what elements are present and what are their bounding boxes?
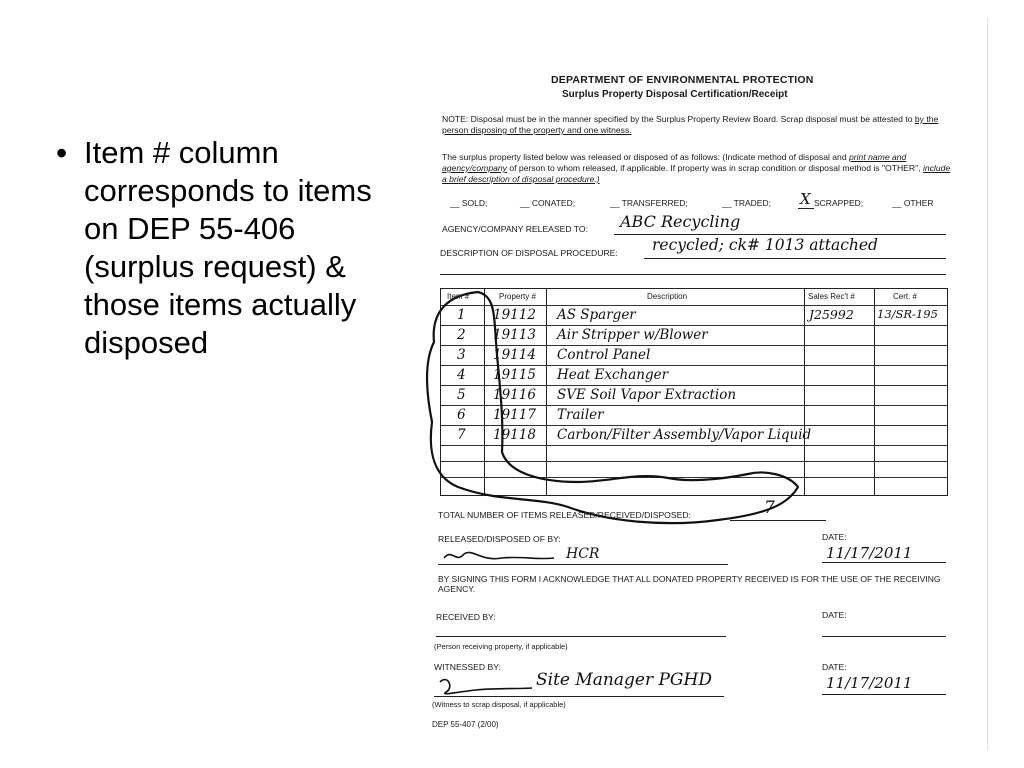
witness-note: (Witness to scrap disposal, if applicable) — [432, 700, 566, 709]
row-divider — [441, 365, 947, 366]
released-signature-initials: HCR — [566, 546, 600, 562]
scanned-form — [426, 62, 956, 742]
row-divider — [441, 305, 947, 306]
procedure-label: DESCRIPTION OF DISPOSAL PROCEDURE: — [440, 248, 618, 258]
row-divider — [441, 385, 947, 386]
method-traded: __ TRADED; — [722, 198, 771, 208]
scrapped-check-mark: X — [800, 190, 811, 208]
col-divider — [546, 289, 547, 495]
note-text: NOTE: Disposal must be in the manner specified by the Surplus Property Review Board. Scrap disposal must be attested to — [442, 114, 913, 124]
table-row-5-description: SVE Soil Vapor Extraction — [557, 387, 737, 403]
total-line — [730, 520, 826, 521]
row-divider — [441, 425, 947, 426]
row-divider — [441, 345, 947, 346]
row-divider — [441, 405, 947, 406]
witness-date-label: DATE: — [822, 662, 847, 672]
form-note — [442, 114, 952, 136]
table-row-3-property: 19114 — [493, 347, 536, 363]
received-note: (Person receiving property, if applicable) — [434, 642, 568, 651]
scrapped-blank-line — [798, 208, 814, 209]
table-row-4-property: 19115 — [493, 367, 536, 383]
form-number: DEP 55-407 (2/00) — [432, 720, 499, 729]
witnessed-label: WITNESSED BY: — [434, 662, 501, 672]
procedure-value: recycled; ck# 1013 attached — [652, 236, 878, 254]
table-row-5-property: 19116 — [493, 387, 536, 403]
released-date-line — [822, 562, 946, 563]
table-row-1-property: 19112 — [493, 307, 536, 323]
instructions-italic-1: print name and agency/company — [442, 152, 907, 173]
note-underlined: by the person disposing of the property and one witness. — [442, 114, 939, 135]
method-other: __ OTHER — [892, 198, 934, 208]
instructions-italic-2: include a brief description of disposal procedure.) — [442, 163, 951, 184]
table-row-1-sales: J25992 — [809, 307, 854, 322]
method-sold: __ SOLD; — [450, 198, 488, 208]
table-row-7-item: 7 — [457, 427, 466, 443]
table-row-1-item: 1 — [457, 307, 466, 323]
instructions-text-2: of person to whom released, if applicable. If property was in scrap condition or disposal method is "OTHER", — [509, 163, 921, 173]
table-row-3-item: 3 — [457, 347, 466, 363]
bullet-text: Item # column corresponds to items on DEP 55-406 (surplus request) & those items actually disposed — [84, 135, 372, 360]
row-divider — [441, 445, 947, 446]
form-instructions — [442, 152, 952, 185]
table-row-1-description: AS Sparger — [557, 307, 636, 323]
witness-signature-title: Site Manager PGHD — [536, 670, 712, 690]
header-description: Description — [647, 292, 688, 301]
table-row-6-item: 6 — [457, 407, 466, 423]
table-row-4-description: Heat Exchanger — [557, 367, 669, 383]
released-date-label: DATE: — [822, 532, 847, 542]
received-label: RECEIVED BY: — [436, 612, 496, 622]
witness-signature-squiggle — [436, 674, 536, 698]
header-cert: Cert. # — [893, 292, 918, 301]
header-sales-receipt: Sales Rec't # — [808, 292, 855, 301]
table-row-7-property: 19118 — [493, 427, 536, 443]
bullet-dot: • — [56, 135, 68, 171]
received-line — [436, 636, 726, 637]
acknowledgement-text: BY SIGNING THIS FORM I ACKNOWLEDGE THAT ALL DONATED PROPERTY RECEIVED IS FOR THE USE OF THE RECEIVING AGENCY. — [438, 574, 941, 594]
procedure-line — [644, 258, 946, 259]
received-date-label: DATE: — [822, 610, 847, 620]
slide-edge-line — [987, 18, 988, 750]
table-row-2-item: 2 — [457, 327, 466, 343]
received-date-line — [822, 636, 946, 637]
method-transferred: __ TRANSFERRED; — [610, 198, 688, 208]
table-row-6-property: 19117 — [493, 407, 536, 423]
witness-date-value: 11/17/2011 — [826, 674, 913, 692]
agency-label: AGENCY/COMPANY RELEASED TO: — [442, 224, 588, 234]
procedure-line-2 — [440, 274, 946, 275]
form-header-department: DEPARTMENT OF ENVIRONMENTAL PROTECTION — [551, 74, 814, 86]
released-date-value: 11/17/2011 — [826, 544, 913, 562]
col-divider — [874, 289, 875, 495]
table-row-5-item: 5 — [457, 387, 466, 403]
table-row-7-description: Carbon/Filter Assembly/Vapor Liquid — [557, 427, 812, 443]
total-label: TOTAL NUMBER OF ITEMS RELEASED/RECEIVED/DISPOSED: — [438, 510, 691, 520]
released-signature-line — [438, 564, 728, 565]
row-divider — [441, 477, 947, 478]
header-property: Property # — [499, 292, 536, 301]
table-row-2-property: 19113 — [493, 327, 536, 343]
table-row-2-description: Air Stripper w/Blower — [557, 327, 708, 343]
header-item: Item # — [447, 292, 470, 301]
bullet-list — [40, 134, 375, 362]
row-divider — [441, 325, 947, 326]
method-donated: __ CONATED; — [520, 198, 576, 208]
table-row-6-description: Trailer — [557, 407, 604, 423]
form-header-title: Surplus Property Disposal Certification/Receipt — [562, 89, 788, 100]
total-value: 7 — [764, 498, 775, 518]
table-row-3-description: Control Panel — [557, 347, 651, 363]
instructions-text: The surplus property listed below was released or disposed of as follows: (Indicate method of disposal and — [442, 152, 847, 162]
col-divider — [484, 289, 485, 495]
method-scrapped: SCRAPPED; — [814, 198, 864, 208]
released-signature-squiggle — [442, 546, 562, 566]
agency-value: ABC Recycling — [620, 212, 741, 231]
table-row-1-cert: 13/SR-195 — [877, 307, 938, 321]
witness-date-line — [822, 694, 946, 695]
agency-line — [614, 234, 946, 235]
property-table — [440, 288, 948, 496]
col-divider — [804, 289, 805, 495]
released-label: RELEASED/DISPOSED OF BY: — [438, 534, 561, 544]
row-divider — [441, 461, 947, 462]
witness-signature-line — [434, 696, 724, 697]
table-row-4-item: 4 — [457, 367, 466, 383]
